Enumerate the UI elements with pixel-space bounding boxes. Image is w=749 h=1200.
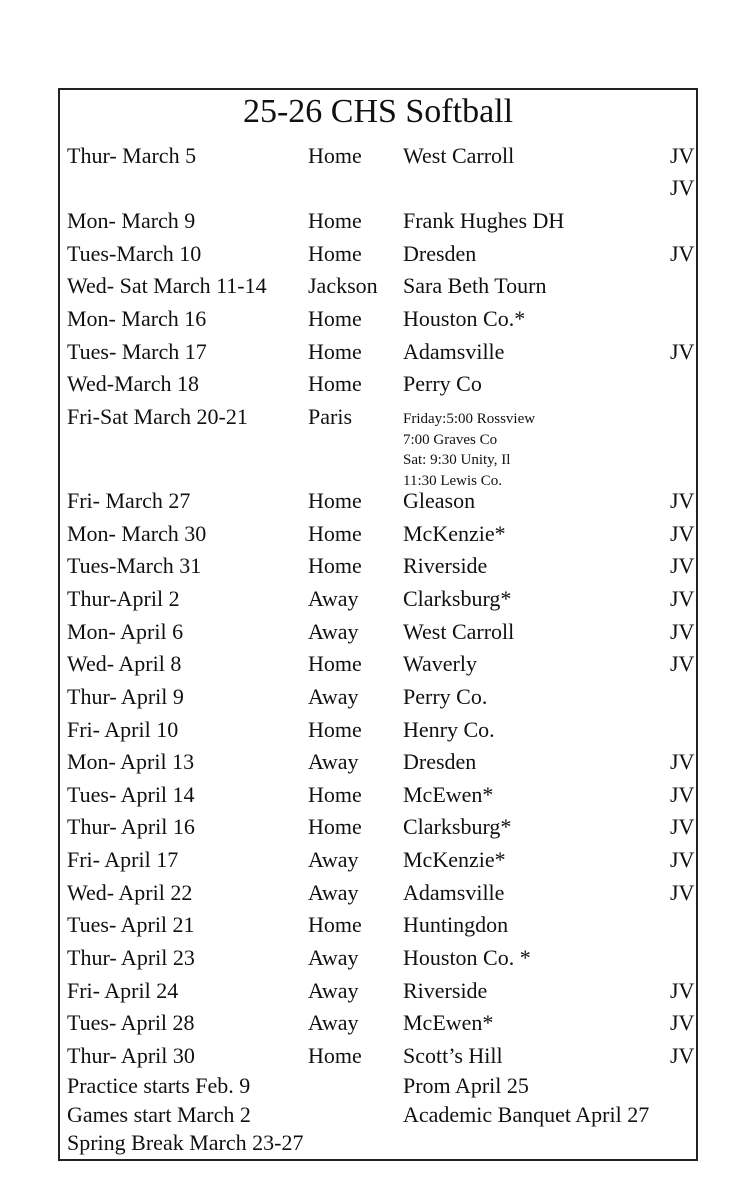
game-opponent: Clarksburg* <box>403 586 512 611</box>
game-date: Thur- April 30 <box>67 1043 195 1068</box>
game-row <box>60 336 696 368</box>
game-opponent: Huntingdon <box>403 912 509 937</box>
jv-marker: JV <box>670 814 695 839</box>
game-opponent: Sara Beth Tourn <box>403 273 547 298</box>
game-location: Away <box>308 586 359 611</box>
game-date: Thur- April 23 <box>67 945 195 970</box>
game-location: Home <box>308 488 362 513</box>
game-row <box>60 779 696 811</box>
tournament-details <box>403 409 535 491</box>
game-row <box>60 746 696 778</box>
game-row <box>60 205 696 237</box>
game-row <box>60 303 696 335</box>
game-date: Thur- March 5 <box>67 143 197 168</box>
game-date: Fri- March 27 <box>67 488 191 513</box>
jv-marker: JV <box>670 1043 695 1068</box>
jv-marker: JV <box>670 553 695 578</box>
game-date: Fri- April 10 <box>67 717 179 742</box>
game-row <box>60 909 696 941</box>
game-date: Thur- April 16 <box>67 814 195 839</box>
jv-marker: JV <box>670 586 695 611</box>
game-row <box>60 485 696 517</box>
game-opponent: Perry Co. <box>403 684 488 709</box>
game-row <box>60 844 696 876</box>
game-location: Away <box>308 749 359 774</box>
jv-marker: JV <box>670 175 695 200</box>
game-date: Fri-Sat March 20-21 <box>67 404 248 429</box>
game-row <box>60 401 696 489</box>
game-date: Wed-March 18 <box>67 371 200 396</box>
game-location: Home <box>308 306 362 331</box>
jv-marker: JV <box>670 619 695 644</box>
game-opponent: Dresden <box>403 241 477 266</box>
game-date: Wed- Sat March 11-14 <box>67 273 267 298</box>
game-row <box>60 681 696 713</box>
game-opponent: McKenzie* <box>403 521 506 546</box>
footer-note: Practice starts Feb. 9 <box>67 1073 251 1098</box>
game-opponent: Waverly <box>403 651 477 676</box>
jv-marker: JV <box>670 749 695 774</box>
game-row <box>60 368 696 400</box>
game-opponent: Perry Co <box>403 371 482 396</box>
game-location: Paris <box>308 404 352 429</box>
game-date: Mon- April 13 <box>67 749 195 774</box>
game-location: Home <box>308 208 362 233</box>
jv-marker: JV <box>670 521 695 546</box>
game-location: Away <box>308 978 359 1003</box>
game-opponent: Riverside <box>403 553 488 578</box>
game-location: Away <box>308 945 359 970</box>
game-row <box>60 172 696 204</box>
footer-note: Spring Break March 23-27 <box>67 1130 304 1155</box>
game-opponent: Houston Co. * <box>403 945 531 970</box>
game-date: Fri- April 24 <box>67 978 179 1003</box>
jv-marker: JV <box>670 241 695 266</box>
game-row <box>60 975 696 1007</box>
game-location: Away <box>308 619 359 644</box>
game-location: Home <box>308 521 362 546</box>
game-row <box>60 238 696 270</box>
game-opponent: Adamsville <box>403 880 505 905</box>
game-location: Home <box>308 782 362 807</box>
jv-marker: JV <box>670 847 695 872</box>
game-row <box>60 1007 696 1039</box>
game-date: Wed- April 22 <box>67 880 193 905</box>
footer-notes-left <box>67 1072 303 1158</box>
game-date: Mon- March 16 <box>67 306 207 331</box>
game-opponent: McEwen* <box>403 782 494 807</box>
game-row <box>60 550 696 582</box>
game-date: Mon- March 30 <box>67 521 207 546</box>
game-opponent: Henry Co. <box>403 717 495 742</box>
game-opponent: Houston Co.* <box>403 306 526 331</box>
game-opponent: West Carroll <box>403 143 515 168</box>
footer-notes-right <box>403 1072 693 1129</box>
game-row <box>60 583 696 615</box>
game-date: Wed- April 8 <box>67 651 182 676</box>
game-opponent: McEwen* <box>403 1010 494 1035</box>
game-row <box>60 616 696 648</box>
game-date: Thur-April 2 <box>67 586 180 611</box>
game-location: Away <box>308 880 359 905</box>
game-row <box>60 942 696 974</box>
tournament-line: Sat: 9:30 Unity, Il <box>403 452 511 468</box>
jv-marker: JV <box>670 782 695 807</box>
game-location: Home <box>308 241 362 266</box>
jv-marker: JV <box>670 880 695 905</box>
game-location: Home <box>308 1043 362 1068</box>
game-row <box>60 518 696 550</box>
game-row <box>60 877 696 909</box>
jv-marker: JV <box>670 978 695 1003</box>
game-location: Home <box>308 651 362 676</box>
schedule-title: 25-26 CHS Softball <box>242 93 514 130</box>
footer-note: Prom April 25 <box>403 1073 529 1098</box>
game-location: Away <box>308 847 359 872</box>
game-opponent: Gleason <box>403 488 476 513</box>
game-date: Tues- April 21 <box>67 912 195 937</box>
game-location: Away <box>308 684 359 709</box>
game-location: Home <box>308 912 362 937</box>
jv-marker: JV <box>670 488 695 513</box>
game-date: Thur- April 9 <box>67 684 184 709</box>
game-location: Away <box>308 1010 359 1035</box>
footer-note: Academic Banquet April 27 <box>403 1101 650 1127</box>
game-row <box>60 270 696 302</box>
game-date: Tues-March 10 <box>67 241 202 266</box>
game-opponent: West Carroll <box>403 619 515 644</box>
game-location: Home <box>308 339 362 364</box>
game-location: Home <box>308 717 362 742</box>
game-date: Tues- April 28 <box>67 1010 195 1035</box>
game-row <box>60 648 696 680</box>
game-row <box>60 714 696 746</box>
game-opponent: Frank Hughes DH <box>403 208 565 233</box>
game-date: Tues- March 17 <box>67 339 207 364</box>
tournament-line: Friday:5:00 Rossview <box>403 411 536 427</box>
game-row <box>60 140 696 172</box>
jv-marker: JV <box>670 143 695 168</box>
jv-marker: JV <box>670 339 695 364</box>
game-opponent: Clarksburg* <box>403 814 512 839</box>
footer-note: Games start March 2 <box>67 1101 251 1127</box>
schedule-box <box>58 88 698 1161</box>
tournament-line: 7:00 Graves Co <box>403 431 498 448</box>
game-opponent: Adamsville <box>403 339 505 364</box>
game-location: Home <box>308 143 362 168</box>
game-opponent: Dresden <box>403 749 477 774</box>
game-opponent: McKenzie* <box>403 847 506 872</box>
game-date: Tues-March 31 <box>67 553 202 578</box>
game-location: Home <box>308 553 362 578</box>
game-date: Mon- March 9 <box>67 208 196 233</box>
game-opponent: Scott’s Hill <box>403 1043 503 1068</box>
tournament-line: 11:30 Lewis Co. <box>403 472 503 489</box>
jv-marker: JV <box>670 1010 695 1035</box>
game-row <box>60 811 696 843</box>
game-location: Jackson <box>308 273 378 298</box>
jv-marker: JV <box>670 651 695 676</box>
game-date: Mon- April 6 <box>67 619 184 644</box>
game-date: Fri- April 17 <box>67 847 179 872</box>
game-date: Tues- April 14 <box>67 782 195 807</box>
game-location: Home <box>308 814 362 839</box>
game-opponent: Riverside <box>403 978 488 1003</box>
game-location: Home <box>308 371 362 396</box>
game-row <box>60 1040 696 1072</box>
